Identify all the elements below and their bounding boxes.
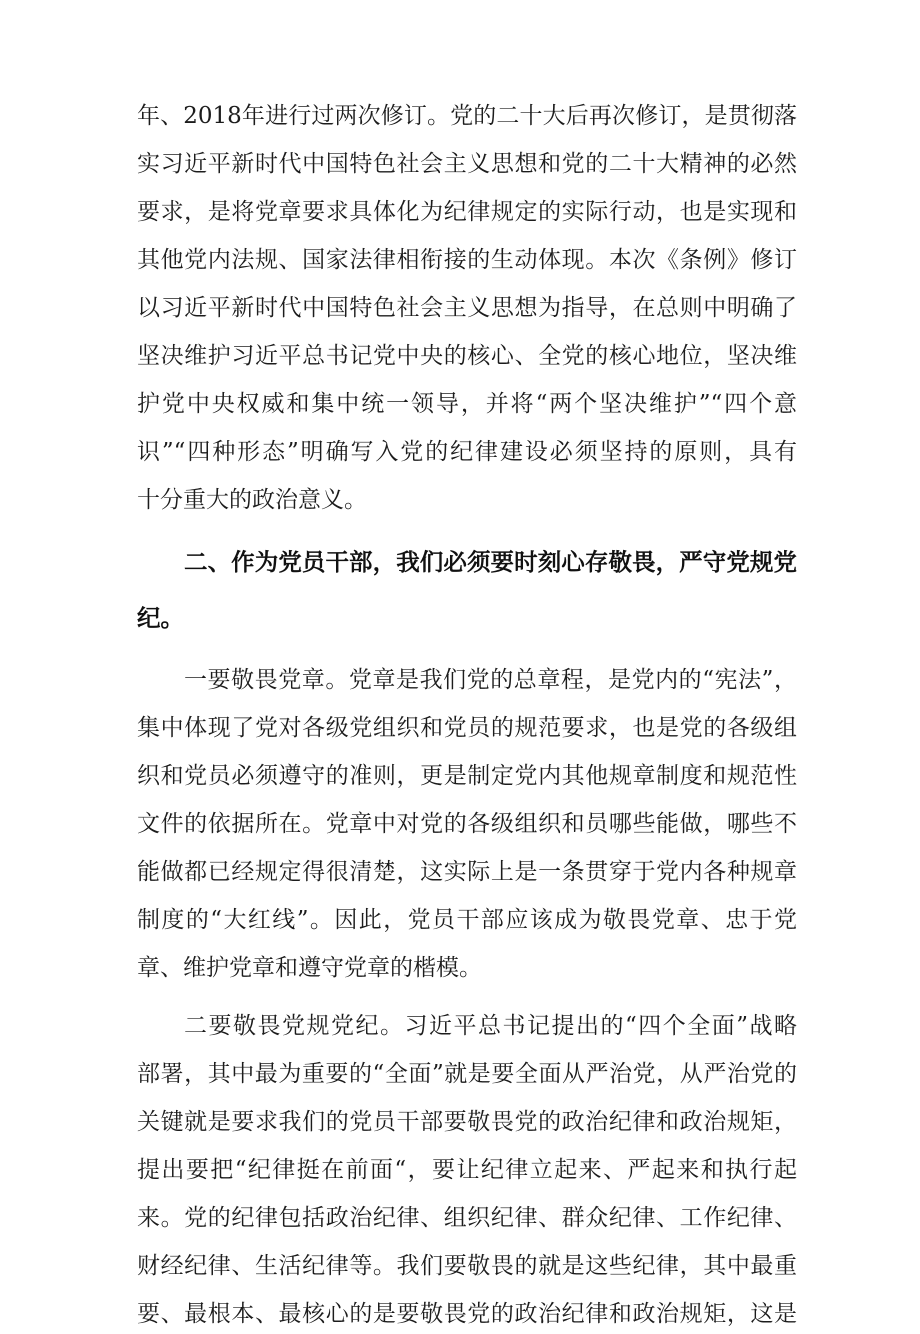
paragraph-4-line-1: 二要敬畏党规党纪。习近平总书记提出的“四个全面”战略 xyxy=(184,1013,797,1039)
paragraph-3-line-2: 集中体现了党对各级党组织和党员的规范要求，也是党的各级组 xyxy=(137,715,797,741)
paragraph-1-line-6: 坚决维护习近平总书记党中央的核心、全党的核心地位，坚决维 xyxy=(137,343,797,369)
paragraph-3-line-7: 章、维护党章和遵守党章的楷模。 xyxy=(137,955,482,981)
paragraph-4-line-2: 部署，其中最为重要的“全面”就是要全面从严治党，从严治党的 xyxy=(137,1061,797,1087)
paragraph-4-line-5: 来。党的纪律包括政治纪律、组织纪律、群众纪律、工作纪律、 xyxy=(137,1205,797,1231)
paragraph-3-line-1: 一要敬畏党章。党章是我们党的总章程，是党内的“宪法”， xyxy=(184,667,797,693)
paragraph-1-line-9: 十分重大的政治意义。 xyxy=(137,487,367,513)
paragraph-3-line-4: 文件的依据所在。党章中对党的各级组织和员哪些能做，哪些不 xyxy=(137,811,797,837)
paragraph-3-line-5: 能做都已经规定得很清楚，这实际上是一条贯穿于党内各种规章 xyxy=(137,859,797,885)
paragraph-3-line-6: 制度的“大红线”。因此，党员干部应该成为敬畏党章、忠于党 xyxy=(137,907,797,933)
paragraph-1-line-3: 要求，是将党章要求具体化为纪律规定的实际行动，也是实现和 xyxy=(137,199,797,225)
paragraph-1-line-7: 护党中央权威和集中统一领导，并将“两个坚决维护”“四个意 xyxy=(137,391,797,417)
paragraph-1-line-2: 实习近平新时代中国特色社会主义思想和党的二十大精神的必然 xyxy=(137,151,797,177)
paragraph-4-line-6: 财经纪律、生活纪律等。我们要敬畏的就是这些纪律，其中最重 xyxy=(137,1253,797,1279)
paragraph-3-line-3: 织和党员必须遵守的准则，更是制定党内其他规章制度和规范性 xyxy=(137,763,797,789)
section-heading-line-2: 纪。 xyxy=(137,604,184,632)
paragraph-4-line-3: 关键就是要求我们的党员干部要敬畏党的政治纪律和政治规矩， xyxy=(137,1109,797,1135)
paragraph-1-line-1: 年、2018年进行过两次修订。党的二十大后再次修订，是贯彻落 xyxy=(137,103,797,129)
section-heading-line-1: 二、作为党员干部，我们必须要时刻心存敬畏，严守党规党 xyxy=(184,548,797,576)
paragraph-1-line-8: 识”“四种形态”明确写入党的纪律建设必须坚持的原则，具有 xyxy=(137,439,797,465)
paragraph-4-line-4: 提出要把“纪律挺在前面“，要让纪律立起来、严起来和执行起 xyxy=(137,1157,797,1183)
paragraph-1-line-4: 其他党内法规、国家法律相衔接的生动体现。本次《条例》修订 xyxy=(137,247,797,273)
paragraph-4-line-7: 要、最根本、最核心的是要敬畏党的政治纪律和政治规矩，这是 xyxy=(137,1301,797,1327)
paragraph-1-line-5: 以习近平新时代中国特色社会主义思想为指导，在总则中明确了 xyxy=(137,295,797,321)
